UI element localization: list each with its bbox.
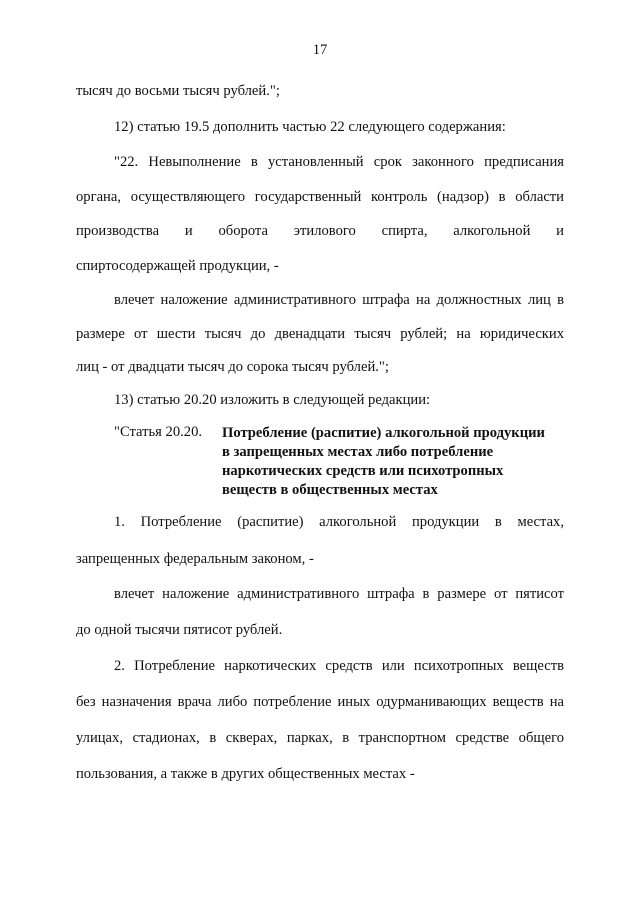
paragraph-line: органа, осуществляющего государственный контроль (надзор) в области xyxy=(76,189,564,205)
article-title xyxy=(222,424,566,500)
paragraph-line: производства и оборота этилового спирта, алкогольной и xyxy=(76,223,564,239)
article-title-line: в запрещенных местах либо потребление xyxy=(222,444,494,460)
paragraph-line: 13) статью 20.20 изложить в следующей редакции: xyxy=(114,392,431,408)
paragraph-line: без назначения врача либо потребление иных одурманивающих веществ на xyxy=(76,694,564,710)
paragraph-line: улицах, стадионах, в скверах, парках, в транспортном средстве общего xyxy=(76,730,564,746)
paragraph-line: тысяч до восьми тысяч рублей."; xyxy=(76,83,280,99)
paragraph-line: пользования, а также в других общественных местах - xyxy=(76,766,415,782)
paragraph-line: 1. Потребление (распитие) алкогольной продукции в местах, xyxy=(114,514,564,530)
article-label: "Статья 20.20. xyxy=(114,424,203,440)
paragraph-line: спиртосодержащей продукции, - xyxy=(76,258,279,274)
paragraph-line: 2. Потребление наркотических средств или психотропных веществ xyxy=(114,658,564,674)
paragraph-line: размере от шести тысяч до двенадцати тысяч рублей; на юридических xyxy=(76,326,564,342)
article-title-line: Потребление (распитие) алкогольной продукции xyxy=(222,425,545,441)
paragraph-line: до одной тысячи пятисот рублей. xyxy=(76,622,283,638)
paragraph-line: "22. Невыполнение в установленный срок законного предписания xyxy=(114,154,564,170)
paragraph-line: влечет наложение административного штрафа на должностных лиц в xyxy=(114,292,564,308)
paragraph-line: 12) статью 19.5 дополнить частью 22 следующего содержания: xyxy=(114,119,506,135)
paragraph-line: лиц - от двадцати тысяч до сорока тысяч рублей."; xyxy=(76,359,389,375)
paragraph-line: запрещенных федеральным законом, - xyxy=(76,551,314,567)
article-title-line: наркотических средств или психотропных xyxy=(222,463,504,479)
page-number: 17 xyxy=(312,42,328,58)
article-title-line: веществ в общественных местах xyxy=(222,482,438,498)
paragraph-line: влечет наложение административного штрафа в размере от пятисот xyxy=(114,586,564,602)
